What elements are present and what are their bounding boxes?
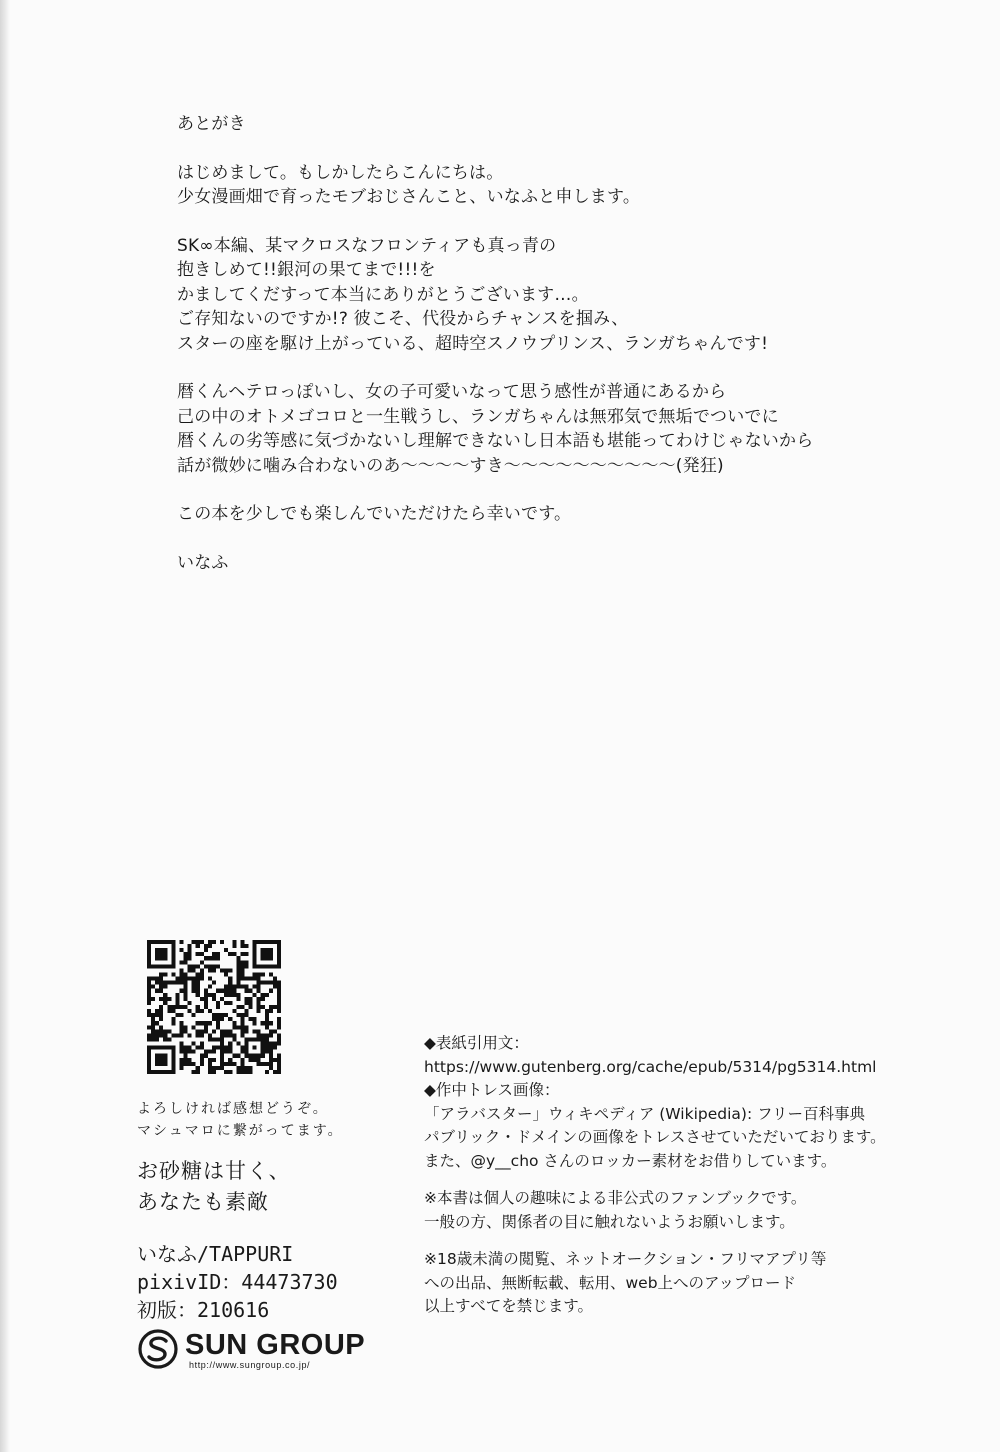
notice-line: 以上すべてを禁じます。	[424, 1297, 593, 1315]
notice-line: ※本書は個人の趣味による非公式のファンブックです。	[424, 1189, 807, 1207]
trace-line: パブリック・ドメインの画像をトレスさせていただいております。	[424, 1128, 886, 1146]
qr-caption-line: マシュマロに繋がってます。	[137, 1123, 344, 1139]
qr-caption	[137, 1098, 344, 1142]
qr-caption-line: よろしければ感想どうぞ。	[137, 1101, 329, 1117]
afterword-line: 暦くんの劣等感に気づかないし理解できないし日本語も堪能ってわけじゃないから	[177, 431, 814, 451]
sun-group-logo-icon	[137, 1328, 179, 1370]
afterword-line: ご存知ないのですか!? 彼こそ、代役からチャンスを掴み、	[177, 309, 629, 329]
afterword-line: 己の中のオトメゴコロと一生戦うし、ランガちゃんは無邪気で無垢でついでに	[177, 406, 779, 427]
trace-heading: ◆作中トレス画像：	[424, 1081, 560, 1099]
trace-line: 「アラバスター」ウィキペディア (Wikipedia): フリー百科事典	[424, 1104, 865, 1123]
trace-line: また、@y__cho さんのロッカー素材をお借りしています。	[424, 1151, 837, 1170]
notice-line: への出品、無断転載、転用、web上へのアップロード	[424, 1273, 796, 1292]
cover-quote-heading: ◆表紙引用文：	[424, 1034, 529, 1052]
author-name: いなふ/TAPPURI	[137, 1242, 294, 1266]
book-title	[137, 1156, 291, 1218]
qr-code-icon[interactable]	[147, 940, 281, 1074]
book-title-line: あなたも素敵	[137, 1190, 269, 1214]
edition-date: 初版：210616	[137, 1298, 270, 1322]
afterword-line: 抱きしめて!!銀河の果てまで!!!を	[177, 260, 436, 280]
credits-section	[424, 1032, 964, 1319]
afterword-line: かましてくだすって本当にありがとうございます…。	[177, 284, 589, 305]
book-info	[137, 1240, 338, 1324]
page-edge	[0, 0, 10, 1452]
afterword-signature: いなふ	[177, 552, 229, 573]
afterword-paragraph-2	[177, 234, 957, 357]
notice-line: 一般の方、関係者の目に触れないようお願いします。	[424, 1212, 795, 1231]
afterword-line: はじめまして。もしかしたらこんにちは。	[177, 162, 504, 183]
afterword-line: 少女漫画畑で育ったモブおじさんこと、いなふと申します。	[177, 187, 641, 207]
cover-quote-url: https://www.gutenberg.org/cache/epub/5314/pg5314.html	[424, 1057, 877, 1076]
afterword-closing: この本を少しでも楽しんでいただけたら幸いです。	[177, 504, 572, 524]
notice-line: ※18歳未満の閲覧、ネットオークション・フリマアプリ等	[424, 1250, 827, 1268]
book-title-line: お砂糖は甘く、	[137, 1159, 291, 1183]
printer-url: http://www.sungroup.co.jp/	[189, 1360, 311, 1370]
afterword-greeting	[177, 161, 957, 210]
afterword-line: スターの座を駆け上がっている、超時空スノウプリンス、ランガちゃんです!	[177, 333, 769, 354]
afterword-heading: あとがき	[177, 114, 246, 134]
afterword-line: 話が微妙に噛み合わないのあ～～～～すき～～～～～～～～～～(発狂)	[177, 455, 724, 476]
afterword-line: 暦くんヘテロっぽいし、女の子可愛いなって思う感性が普通にあるから	[177, 382, 727, 402]
printer-name: SUN GROUP	[185, 1329, 366, 1361]
pixiv-id: pixivID：44473730	[137, 1270, 338, 1294]
printer-logo	[137, 1328, 367, 1374]
afterword-line: SK∞本編、某マクロスなフロンティアも真っ青の	[177, 235, 557, 256]
afterword-section	[177, 112, 957, 575]
afterword-paragraph-3	[177, 380, 957, 478]
